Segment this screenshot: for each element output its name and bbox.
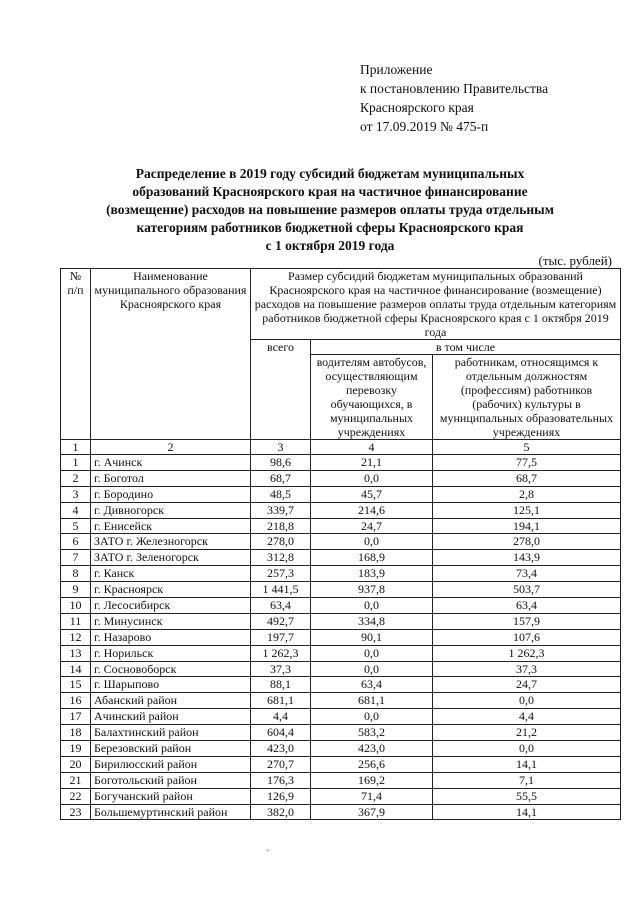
drivers-amount: 63,4 (311, 677, 433, 693)
row-number: 3 (61, 486, 91, 502)
total-amount: 48,5 (251, 486, 311, 502)
culture-amount: 73,4 (433, 566, 621, 582)
row-number: 23 (61, 804, 91, 820)
total-amount: 218,8 (251, 518, 311, 534)
row-number: 1 (61, 455, 91, 471)
total-amount: 88,1 (251, 677, 311, 693)
drivers-amount: 0,0 (311, 709, 433, 725)
column-number: 2 (91, 440, 251, 455)
municipality-name: Боготольский район (91, 772, 251, 788)
culture-amount: 0,0 (433, 693, 621, 709)
table-row (61, 550, 621, 566)
total-amount: 382,0 (251, 804, 311, 820)
total-amount: 197,7 (251, 629, 311, 645)
row-number: 5 (61, 518, 91, 534)
table-row (61, 582, 621, 598)
municipality-name: г. Назарово (91, 629, 251, 645)
culture-amount: 2,8 (433, 486, 621, 502)
header-name: Наименование муниципального образования Красноярского края (91, 269, 251, 440)
municipality-name: г. Красноярск (91, 582, 251, 598)
total-amount: 176,3 (251, 772, 311, 788)
municipality-name: Абанский район (91, 693, 251, 709)
total-amount: 37,3 (251, 661, 311, 677)
table-row (61, 661, 621, 677)
culture-amount: 503,7 (433, 582, 621, 598)
municipality-name: г. Сосновоборск (91, 661, 251, 677)
table-row (61, 518, 621, 534)
total-amount: 681,1 (251, 693, 311, 709)
table-row (61, 455, 621, 471)
municipality-name: г. Енисейск (91, 518, 251, 534)
row-number: 16 (61, 693, 91, 709)
appendix-line: Приложение (360, 62, 433, 77)
row-number: 4 (61, 502, 91, 518)
column-number: 5 (433, 440, 621, 455)
municipality-name: г. Норильск (91, 645, 251, 661)
total-amount: 423,0 (251, 741, 311, 757)
title-line: Распределение в 2019 году субсидий бюджетам муниципальных (135, 166, 525, 181)
title-line: категориям работников бюджетной сферы Красноярского края (136, 220, 524, 235)
drivers-amount: 169,2 (311, 772, 433, 788)
drivers-amount: 256,6 (311, 756, 433, 772)
culture-amount: 68,7 (433, 470, 621, 486)
header-drivers: водителям автобусов, осуществляющим перевозку обучающихся, в муниципальных учреждениях (311, 355, 433, 440)
culture-amount: 77,5 (433, 455, 621, 471)
row-number: 17 (61, 709, 91, 725)
drivers-amount: 0,0 (311, 661, 433, 677)
table-row (61, 725, 621, 741)
municipality-name: ЗАТО г. Зеленогорск (91, 550, 251, 566)
row-number: 8 (61, 566, 91, 582)
table-row (61, 772, 621, 788)
total-amount: 339,7 (251, 502, 311, 518)
title-line: (возмещение) расходов на повышение размеров оплаты труда отдельным (106, 202, 554, 217)
appendix-header (360, 60, 548, 136)
culture-amount: 14,1 (433, 756, 621, 772)
appendix-line: Красноярского края (360, 100, 474, 115)
drivers-amount: 183,9 (311, 566, 433, 582)
units-label: (тыс. рублей) (538, 253, 612, 268)
table-row (61, 486, 621, 502)
total-amount: 604,4 (251, 725, 311, 741)
header-including: в том числе (311, 340, 621, 355)
table-row (61, 693, 621, 709)
row-number: 10 (61, 598, 91, 614)
appendix-line: к постановлению Правительства (360, 81, 549, 96)
row-number: 15 (61, 677, 91, 693)
municipality-name: ЗАТО г. Железногорск (91, 534, 251, 550)
header-total: всего (251, 340, 311, 440)
drivers-amount: 45,7 (311, 486, 433, 502)
row-number: 6 (61, 534, 91, 550)
culture-amount: 278,0 (433, 534, 621, 550)
culture-amount: 63,4 (433, 598, 621, 614)
row-number: 22 (61, 788, 91, 804)
municipality-name: Бирилюсский район (91, 756, 251, 772)
table-row (61, 629, 621, 645)
municipality-name: Богучанский район (91, 788, 251, 804)
row-number: 19 (61, 741, 91, 757)
culture-amount: 194,1 (433, 518, 621, 534)
culture-amount: 157,9 (433, 613, 621, 629)
table-row (61, 756, 621, 772)
appendix-line: от 17.09.2019 № 475-п (360, 119, 489, 134)
table-row (61, 470, 621, 486)
total-amount: 98,6 (251, 455, 311, 471)
table-row (61, 502, 621, 518)
header-culture: работникам, относящимся к отдельным должностям (профессиям) работников (рабочих) культуры в муниципальных образовательных учреждениях (433, 355, 621, 440)
total-amount: 4,4 (251, 709, 311, 725)
municipality-name: Балахтинский район (91, 725, 251, 741)
row-number: 13 (61, 645, 91, 661)
table-row (61, 709, 621, 725)
culture-amount: 14,1 (433, 804, 621, 820)
municipality-name: г. Боготол (91, 470, 251, 486)
drivers-amount: 367,9 (311, 804, 433, 820)
culture-amount: 143,9 (433, 550, 621, 566)
total-amount: 63,4 (251, 598, 311, 614)
drivers-amount: 0,0 (311, 534, 433, 550)
culture-amount: 1 262,3 (433, 645, 621, 661)
table-row (61, 613, 621, 629)
municipality-name: г. Дивногорск (91, 502, 251, 518)
drivers-amount: 0,0 (311, 645, 433, 661)
culture-amount: 107,6 (433, 629, 621, 645)
culture-amount: 37,3 (433, 661, 621, 677)
municipality-name: Ачинский район (91, 709, 251, 725)
drivers-amount: 21,1 (311, 455, 433, 471)
total-amount: 1 441,5 (251, 582, 311, 598)
row-number: 2 (61, 470, 91, 486)
drivers-amount: 0,0 (311, 598, 433, 614)
column-number: 3 (251, 440, 311, 455)
column-number: 4 (311, 440, 433, 455)
title-line: с 1 октября 2019 года (265, 238, 395, 253)
table-row (61, 566, 621, 582)
total-amount: 270,7 (251, 756, 311, 772)
row-number: 21 (61, 772, 91, 788)
scan-mark: · (266, 846, 270, 857)
row-number: 11 (61, 613, 91, 629)
drivers-amount: 90,1 (311, 629, 433, 645)
municipality-name: г. Ачинск (91, 455, 251, 471)
total-amount: 126,9 (251, 788, 311, 804)
column-number: 1 (61, 440, 91, 455)
culture-amount: 7,1 (433, 772, 621, 788)
total-amount: 492,7 (251, 613, 311, 629)
row-number: 18 (61, 725, 91, 741)
culture-amount: 21,2 (433, 725, 621, 741)
municipality-name: Большемуртинский район (91, 804, 251, 820)
municipality-name: г. Канск (91, 566, 251, 582)
drivers-amount: 423,0 (311, 741, 433, 757)
table-row (61, 598, 621, 614)
document-title (40, 165, 620, 255)
drivers-amount: 168,9 (311, 550, 433, 566)
total-amount: 312,8 (251, 550, 311, 566)
row-number: 20 (61, 756, 91, 772)
drivers-amount: 937,8 (311, 582, 433, 598)
title-line: образований Красноярского края на частичное финансирование (132, 184, 528, 199)
culture-amount: 55,5 (433, 788, 621, 804)
table-row (61, 804, 621, 820)
total-amount: 1 262,3 (251, 645, 311, 661)
header-size: Размер субсидий бюджетам муниципальных образований Красноярского края на частичное финансирование (возмещение) расходов на повышение размеров оплаты труда отдельным категориям работников бюджетной сферы Красноярского края с 1 октября 2019 года (251, 269, 621, 340)
drivers-amount: 71,4 (311, 788, 433, 804)
culture-amount: 125,1 (433, 502, 621, 518)
municipality-name: г. Шарыпово (91, 677, 251, 693)
row-number: 7 (61, 550, 91, 566)
municipality-name: г. Лесосибирск (91, 598, 251, 614)
table-row (61, 645, 621, 661)
culture-amount: 4,4 (433, 709, 621, 725)
drivers-amount: 0,0 (311, 470, 433, 486)
table-row (61, 741, 621, 757)
drivers-amount: 214,6 (311, 502, 433, 518)
total-amount: 68,7 (251, 470, 311, 486)
header-num: № п/п (61, 269, 91, 440)
municipality-name: Березовский район (91, 741, 251, 757)
row-number: 9 (61, 582, 91, 598)
table-row (61, 677, 621, 693)
drivers-amount: 24,7 (311, 518, 433, 534)
municipality-name: г. Минусинск (91, 613, 251, 629)
row-number: 14 (61, 661, 91, 677)
table-row (61, 788, 621, 804)
drivers-amount: 681,1 (311, 693, 433, 709)
culture-amount: 24,7 (433, 677, 621, 693)
subsidy-table (60, 268, 621, 820)
drivers-amount: 583,2 (311, 725, 433, 741)
municipality-name: г. Бородино (91, 486, 251, 502)
culture-amount: 0,0 (433, 741, 621, 757)
total-amount: 278,0 (251, 534, 311, 550)
table-row (61, 534, 621, 550)
total-amount: 257,3 (251, 566, 311, 582)
row-number: 12 (61, 629, 91, 645)
drivers-amount: 334,8 (311, 613, 433, 629)
